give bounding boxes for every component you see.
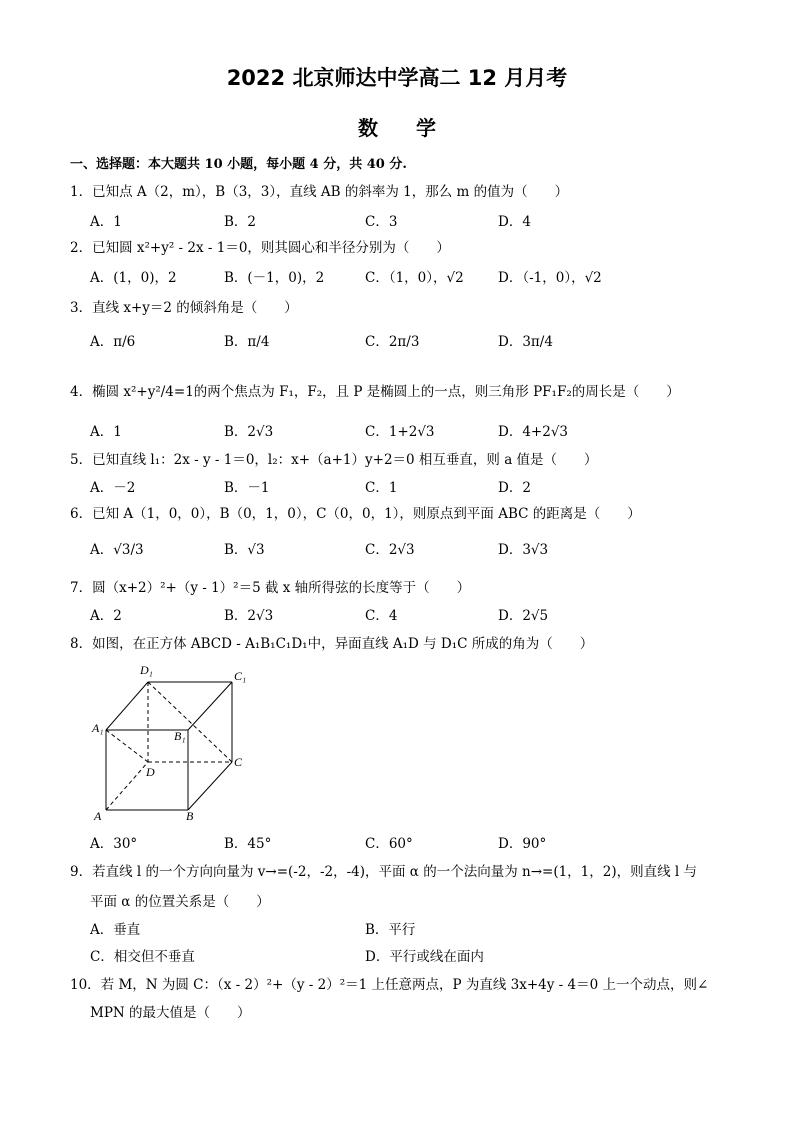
q7-option-c: C．4 — [365, 608, 398, 624]
label-a: A — [94, 809, 102, 823]
q1-option-c: C．3 — [365, 214, 398, 230]
q9-option-a: A．垂直 — [90, 922, 141, 938]
q5-option-b: B．－1 — [224, 480, 270, 496]
q5-option-d: D．2 — [498, 480, 531, 496]
label-a1: A₁ — [92, 721, 104, 735]
q2-option-c: C．（1，0），√2 — [365, 270, 464, 286]
q4-option-c: C．1+2√3 — [365, 424, 435, 440]
question-3-stem: 3．直线 x+y＝2 的倾斜角是（ ） — [70, 300, 298, 316]
q4-option-d: D．4+2√3 — [498, 424, 569, 440]
q8-option-d: D．90° — [498, 836, 547, 852]
question-5-stem: 5．已知直线 l₁：2x - y - 1＝0，l₂：x+（a+1）y+2＝0 相互垂直，则 a 值是（ ） — [70, 452, 598, 468]
q3-option-c: C．2π/3 — [365, 334, 420, 350]
q2-option-d: D．（-1，0），√2 — [498, 270, 602, 286]
q6-option-c: C．2√3 — [365, 542, 415, 558]
label-b1: B₁ — [174, 729, 186, 743]
q1-option-b: B．2 — [224, 214, 257, 230]
label-d: D — [146, 765, 155, 779]
question-9-stem-cont: 平面 α 的位置关系是（ ） — [90, 894, 270, 910]
question-8-stem: 8．如图，在正方体 ABCD - A₁B₁C₁D₁中，异面直线 A₁D 与 D₁C 所成的角为（ ） — [70, 636, 594, 652]
q2-option-a: A．(1，0)，2 — [90, 270, 177, 286]
q8-option-b: B．45° — [224, 836, 272, 852]
question-9-stem: 9．若直线 l 的一个方向向量为 v→=(-2，-2，-4)，平面 α 的一个法向量为 n→=(1，1，2)，则直线 l 与 — [70, 864, 698, 880]
q7-option-b: B．2√3 — [224, 608, 274, 624]
question-10-stem-cont: MPN 的最大值是（ ） — [90, 1005, 251, 1021]
q4-option-a: A．1 — [90, 424, 122, 440]
q9-option-b: B．平行 — [365, 922, 416, 938]
q7-option-a: A．2 — [90, 608, 122, 624]
label-c: C — [234, 755, 243, 769]
cube-figure — [90, 660, 260, 825]
q9-option-c: C．相交但不垂直 — [90, 949, 195, 965]
label-d1: D₁ — [140, 663, 153, 677]
label-b: B — [186, 809, 194, 823]
page-title: 2022 北京师达中学高二 12 月月考 — [226, 66, 568, 90]
q1-option-d: D．4 — [498, 214, 531, 230]
question-1-stem: 1．已知点 A（2，m），B（3，3），直线 AB 的斜率为 1，那么 m 的值为（ ） — [70, 184, 569, 200]
q9-option-d: D．平行或线在面内 — [365, 949, 484, 965]
q7-option-d: D．2√5 — [498, 608, 549, 624]
question-4-stem: 4．椭圆 x²+y²/4=1的两个焦点为 F₁，F₂，且 P 是椭圆上的一点，则三角形 PF₁F₂的周长是（ ） — [70, 384, 680, 400]
q5-option-c: C．1 — [365, 480, 398, 496]
question-6-stem: 6．已知 A（1，0，0），B（0，1，0），C（0，0，1），则原点到平面 ABC 的距离是（ ） — [70, 506, 641, 522]
q3-option-d: D．3π/4 — [498, 334, 553, 350]
q3-option-b: B．π/4 — [224, 334, 270, 350]
q6-option-a: A．√3/3 — [90, 542, 144, 558]
q2-option-b: B．(－1，0)，2 — [224, 270, 325, 286]
q6-option-b: B．√3 — [224, 542, 265, 558]
q5-option-a: A．－2 — [90, 480, 136, 496]
question-2-stem: 2．已知圆 x²+y² - 2x - 1＝0，则其圆心和半径分别为（ ） — [70, 240, 450, 256]
q8-option-a: A．30° — [90, 836, 138, 852]
q8-option-c: C．60° — [365, 836, 413, 852]
question-10-stem: 10．若 M，N 为圆 C：（x - 2）²+（y - 2）²＝1 上任意两点，P 为直线 3x+4y - 4＝0 上一个动点，则∠ — [70, 977, 709, 993]
section-heading: 一、选择题：本大题共 10 小题，每小题 4 分，共 40 分. — [70, 157, 407, 172]
q6-option-d: D．3√3 — [498, 542, 549, 558]
q1-option-a: A．1 — [90, 214, 122, 230]
q4-option-b: B．2√3 — [224, 424, 274, 440]
subject-heading: 数学 — [358, 116, 474, 140]
label-c1: C₁ — [234, 669, 247, 683]
q3-option-a: A．π/6 — [90, 334, 136, 350]
question-7-stem: 7．圆（x+2）²+（y - 1）²＝5 截 x 轴所得弦的长度等于（ ） — [70, 580, 471, 596]
